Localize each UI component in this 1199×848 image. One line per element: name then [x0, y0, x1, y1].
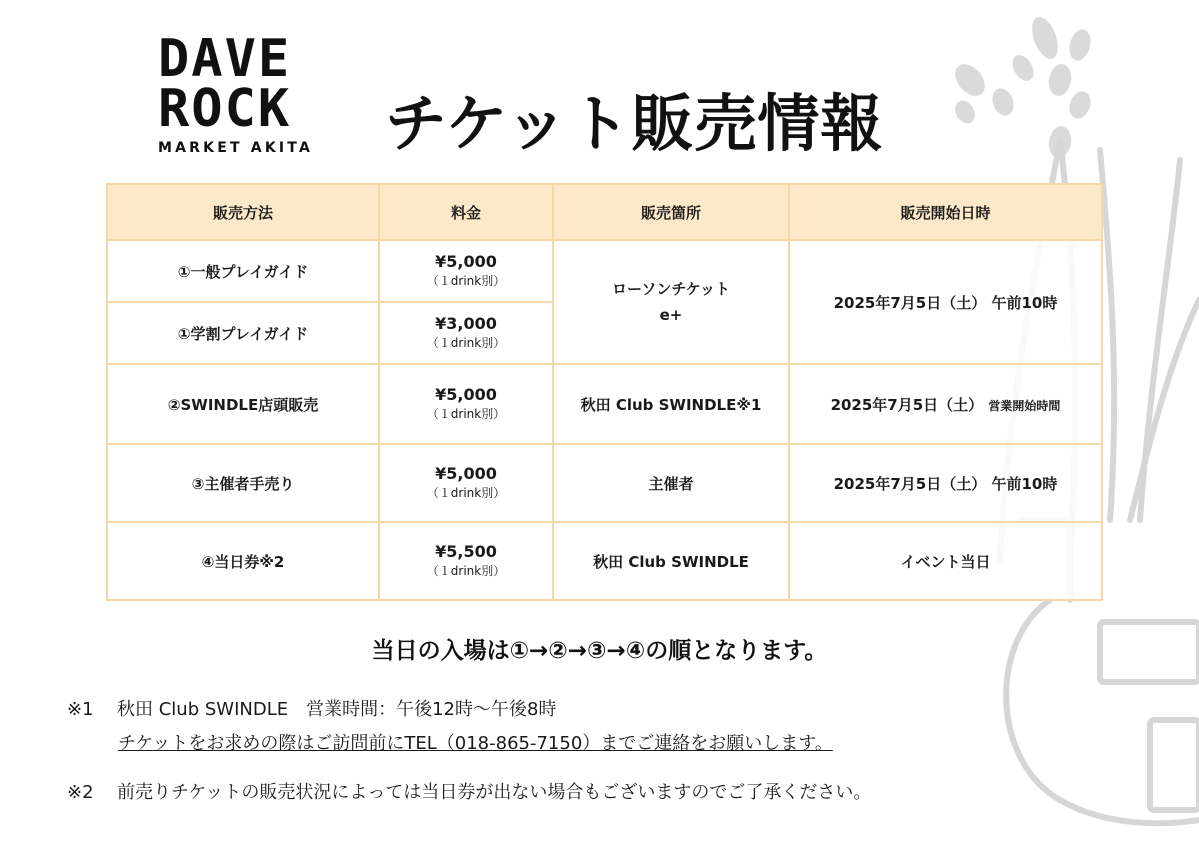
start-suffix: 営業開始時間	[988, 398, 1061, 413]
cell-place: 秋田 Club SWINDLE※1	[553, 364, 789, 444]
place-lawson: ローソンチケット	[611, 280, 731, 298]
table-row	[107, 240, 1102, 302]
cell-method: ③主催者手売り	[107, 444, 379, 522]
drink-note: （１drink別）	[426, 486, 506, 500]
cell-start	[789, 364, 1102, 444]
note-1-mark: ※1	[67, 699, 94, 720]
price-value: ¥5,500	[435, 542, 497, 561]
table-header-row	[107, 184, 1102, 240]
price-value: ¥3,000	[435, 314, 497, 333]
cell-method: ①学割プレイガイド	[107, 302, 379, 364]
place-eplus: e+	[659, 306, 683, 324]
cell-price	[379, 522, 553, 600]
price-value: ¥5,000	[435, 385, 497, 404]
logo-line-rock: ROCK	[158, 79, 292, 139]
cell-start: イベント当日	[789, 522, 1102, 600]
cell-method: ①一般プレイガイド	[107, 240, 379, 302]
cell-price	[379, 240, 553, 302]
note-2	[67, 778, 871, 804]
ticket-table	[106, 183, 1103, 601]
header-price: 料金	[379, 184, 553, 240]
cell-method: ④当日券※2	[107, 522, 379, 600]
cell-start: 2025年7月5日（土） 午前10時	[789, 240, 1102, 364]
drink-note: （１drink別）	[426, 564, 506, 578]
logo-subtitle: MARKET AKITA	[158, 140, 313, 156]
page-title: チケット販売情報	[385, 87, 884, 160]
cell-price	[379, 444, 553, 522]
table-row	[107, 364, 1102, 444]
drink-note: （１drink別）	[426, 407, 506, 421]
drink-note: （１drink別）	[426, 274, 506, 288]
note-1-contact: チケットをお求めの際はご訪問前にTEL（018-865-7150）までご連絡をお願いします。	[118, 733, 833, 754]
note-2-mark: ※2	[67, 782, 94, 803]
entry-order-text: 当日の入場は①→②→③→④の順となります。	[371, 638, 828, 664]
cell-method: ②SWINDLE店頭販売	[107, 364, 379, 444]
logo-line-dave: DAVE	[158, 29, 292, 89]
cell-start: 2025年7月5日（土） 午前10時	[789, 444, 1102, 522]
table-row	[107, 444, 1102, 522]
start-date: 2025年7月5日（土）	[830, 395, 984, 414]
cell-price	[379, 302, 553, 364]
note-2-text: 前売りチケットの販売状況によっては当日券が出ない場合もございますのでご了承ください。	[117, 782, 872, 803]
cell-place: 主催者	[553, 444, 789, 522]
drink-note: （１drink別）	[426, 336, 506, 350]
dave-rock-logo	[158, 29, 326, 156]
header-place: 販売箇所	[553, 184, 789, 240]
cell-place: 秋田 Club SWINDLE	[553, 522, 789, 600]
note-1	[67, 695, 556, 721]
header-method: 販売方法	[107, 184, 379, 240]
table-row	[107, 522, 1102, 600]
cell-place	[553, 240, 789, 364]
note-1-text: 秋田 Club SWINDLE 営業時間：午後12時～午後8時	[117, 699, 557, 720]
header-start: 販売開始日時	[789, 184, 1102, 240]
cell-price	[379, 364, 553, 444]
price-value: ¥5,000	[435, 464, 497, 483]
price-value: ¥5,000	[435, 252, 497, 271]
